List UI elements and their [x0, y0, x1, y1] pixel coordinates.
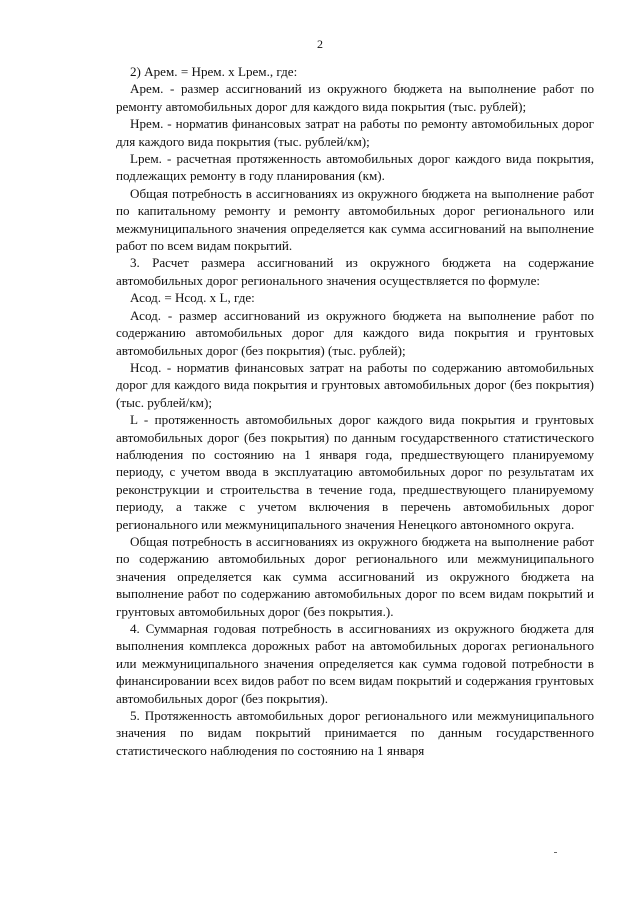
paragraph-total-maintenance-need: Общая потребность в ассигнованиях из окружного бюджета на выполнение работ по содержанию автомобильных дорог регионального или межмуниципального значения определяется как сумма ассигнований из окружного бюджета на выполнение работ по содержанию автомобильных дорог по всем видам покрытий и грунтовых автомобильных дорог (без покрытия.). — [116, 533, 594, 619]
paragraph-item-4: 4. Суммарная годовая потребность в ассигнованиях из окружного бюджета для выполнения комплекса дорожных работ на автомобильных дорогах регионального или межмуниципального значения определяется как сумма годовой потребности в финансировании всех видов работ по всем видам покрытий и содержания грунтовых автомобильных дорог (без покрытия). — [116, 621, 594, 706]
paragraph-item-3: 3. Расчет размера ассигнований из окружного бюджета на содержание автомобильных дорог регионального значения осуществляется по формуле: — [116, 255, 594, 288]
definition-nsod: Нсод. - норматив финансовых затрат на работы по содержанию автомобильных дорог для каждого вида покрытия и грунтовых автомобильных дорог (без покрытия) (тыс. рублей/км); — [116, 359, 594, 410]
definition-asod: Асод. - размер ассигнований из окружного бюджета на выполнение работ по содержанию автомобильных дорог для каждого вида покрытия и грунтовых автомобильных дорог (без покрытия) (тыс. рублей); — [116, 307, 594, 358]
definition-nrem: Нрем. - норматив финансовых затрат на работы по ремонту автомобильных дорог для каждого вида покрытия (тыс. рублей/км); — [116, 116, 594, 149]
document-body — [116, 63, 594, 759]
definition-lrem: Lрем. - расчетная протяженность автомобильных дорог каждого вида покрытия, подлежащих ремонту в году планирования (км). — [116, 151, 594, 184]
paragraph-total-repair-need: Общая потребность в ассигнованиях из окружного бюджета на выполнение работ по капитальному ремонту и ремонту автомобильных дорог регионального или межмуниципального значения определяется как сумма ассигнований на выполнение работ по всем видам покрытий. — [116, 185, 594, 254]
scan-mark — [554, 852, 557, 853]
definition-l: L - протяженность автомобильных дорог каждого вида покрытия и грунтовых автомобильных дорог (без покрытия) по данным государственного статистического наблюдения по состоянию на 1 января года, предшествующего планируемому периоду, с учетом ввода в эксплуатацию автомобильных дорог по результатам их реконструкции и строительства в течение года, предшествующего планируемому периоду, а также с учетом включения в перечень автомобильных дорог регионального или межмуниципального значения Ненецкого автономного округа. — [116, 412, 594, 532]
formula-arem: 2) Арем. = Нрем. х Lрем., где: — [130, 64, 298, 79]
formula-asod: Асод. = Нсод. х L, где: — [130, 290, 255, 306]
definition-arem: Арем. - размер ассигнований из окружного бюджета на выполнение работ по ремонту автомобильных дорог для каждого вида покрытия (тыс. рублей); — [116, 81, 594, 114]
paragraph-item-5: 5. Протяженность автомобильных дорог регионального или межмуниципального значения по видам покрытий принимается по данным государственного статистического наблюдения по состоянию на 1 января — [116, 708, 594, 758]
page-number: 2 — [317, 37, 323, 51]
